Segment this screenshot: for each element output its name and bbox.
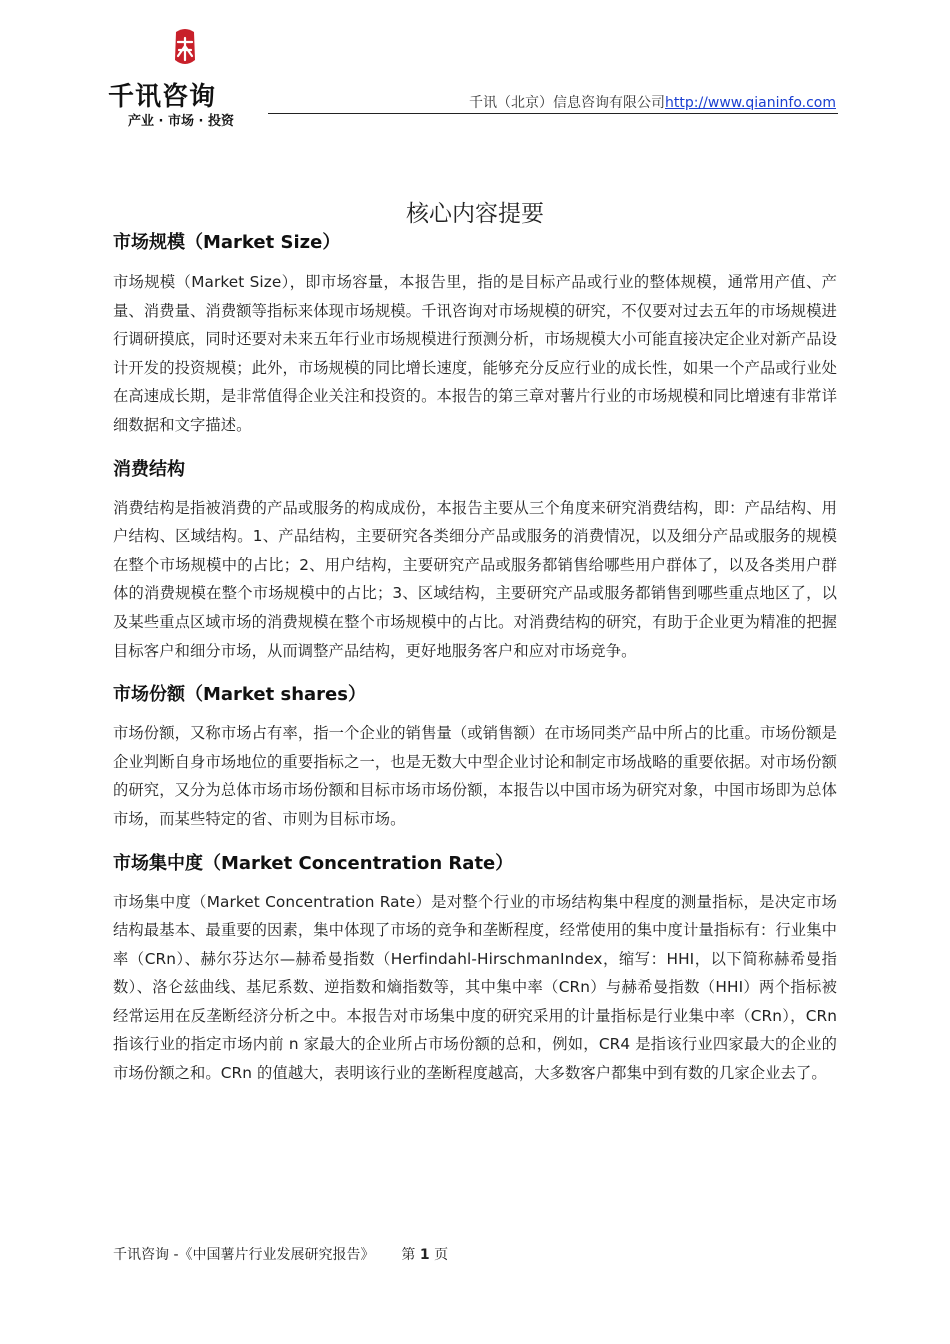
section-body: 消费结构是指被消费的产品或服务的构成成份，本报告主要从三个角度来研究消费结构，即：产品结构、用户结构、区域结构。1、产品结构，主要研究各类细分产品或服务的消费情况，以及细分产品或服务的规模在整个市场规模中的占比；2、用户结构，主要研究产品或服务都销售给哪些用户群体了，以及各类用户群体的消费规模在整个市场规模中的占比；3、区域结构，主要研究产品或服务都销售到哪些重点地区了，以及某些重点区域市场的消费规模在整个市场规模中的占比。对消费结构的研究，有助于企业更为精准的把握目标客户和细分市场，从而调整产品结构，更好地服务客户和应对市场竞争。 [113, 498, 837, 660]
header-divider [268, 113, 838, 114]
logo-name: 千讯咨询 [108, 82, 217, 112]
footer-text: 千讯咨询 -《中国薯片行业发展研究报告》 [113, 1247, 375, 1263]
page-number-prefix: 第 [401, 1247, 416, 1263]
section-market-size [113, 228, 837, 440]
logo-tagline: 产业 · 市场 · 投资 [128, 114, 234, 129]
page-footer [113, 1244, 448, 1264]
section-heading: 市场份额（Market shares） [113, 684, 366, 706]
page-title: 核心内容提要 [406, 201, 544, 228]
page-number: 1 [419, 1247, 430, 1263]
section-heading: 市场集中度（Market Concentration Rate） [113, 852, 514, 874]
section-body: 市场集中度（Market Concentration Rate）是对整个行业的市场结构集中程度的测量指标，是决定市场结构最基本、最重要的因素，集中体现了市场的竞争和垄断程度，经常使用的集中度计量指标有：行业集中率（CRn）、赫尔芬达尔—赫希曼指数（Herfindahl-HirschmanIndex，缩写：HHI，以下简称赫希曼指数）、洛仑兹曲线、基尼系数、逆指数和熵指数等，其中集中率（CRn）与赫希曼指数（HHI）两个指标被经常运用在反垄断经济分析之中。本报告对市场集中度的研究采用的计量指标是行业集中率（CRn），CRn 指该行业的指定市场内前 n 家最大的企业所占市场份额的总和，例如，CR4 是指该行业四家最大的企业的市场份额之和。CRn 的值越大，表明该行业的垄断程度越高，大多数客户都集中到有数的几家企业去了。 [113, 892, 837, 1083]
company-url-link[interactable]: http://www.qianinfo.com [665, 95, 836, 111]
section-heading: 市场规模（Market Size） [113, 232, 341, 253]
section-market-shares [113, 680, 837, 833]
company-logo [108, 26, 258, 129]
main-content [113, 228, 837, 1088]
section-market-concentration [113, 849, 837, 1088]
section-heading: 消费结构 [113, 458, 185, 480]
seal-icon [168, 26, 202, 68]
page-header [0, 0, 950, 130]
section-body: 市场规模（Market Size），即市场容量，本报告里，指的是目标产品或行业的整体规模，通常用产值、产量、消费量、消费额等指标来体现市场规模。千讯咨询对市场规模的研究，不仅要对过去五年的市场规模进行调研摸底，同时还要对未来五年行业市场规模进行预测分析，市场规模大小可能直接决定企业对新产品设计开发的投资规模；此外，市场规模的同比增长速度，能够充分反应行业的成长性，如果一个产品或行业处在高速成长期，是非常值得企业关注和投资的。本报告的第三章对薯片行业的市场规模和同比增速有非常详细数据和文字描述。 [113, 273, 837, 434]
page-number-suffix: 页 [434, 1247, 449, 1263]
company-info [469, 92, 836, 112]
company-name: 千讯（北京）信息咨询有限公司 [469, 95, 665, 111]
section-body: 市场份额，又称市场占有率，指一个企业的销售量（或销售额）在市场同类产品中所占的比重。市场份额是企业判断自身市场地位的重要指标之一，也是无数大中型企业讨论和制定市场战略的重要依据。对市场份额的研究，又分为总体市场市场份额和目标市场市场份额，本报告以中国市场为研究对象，中国市场即为总体市场，而某些特定的省、市则为目标市场。 [113, 724, 837, 828]
section-consumption-structure [113, 455, 837, 666]
